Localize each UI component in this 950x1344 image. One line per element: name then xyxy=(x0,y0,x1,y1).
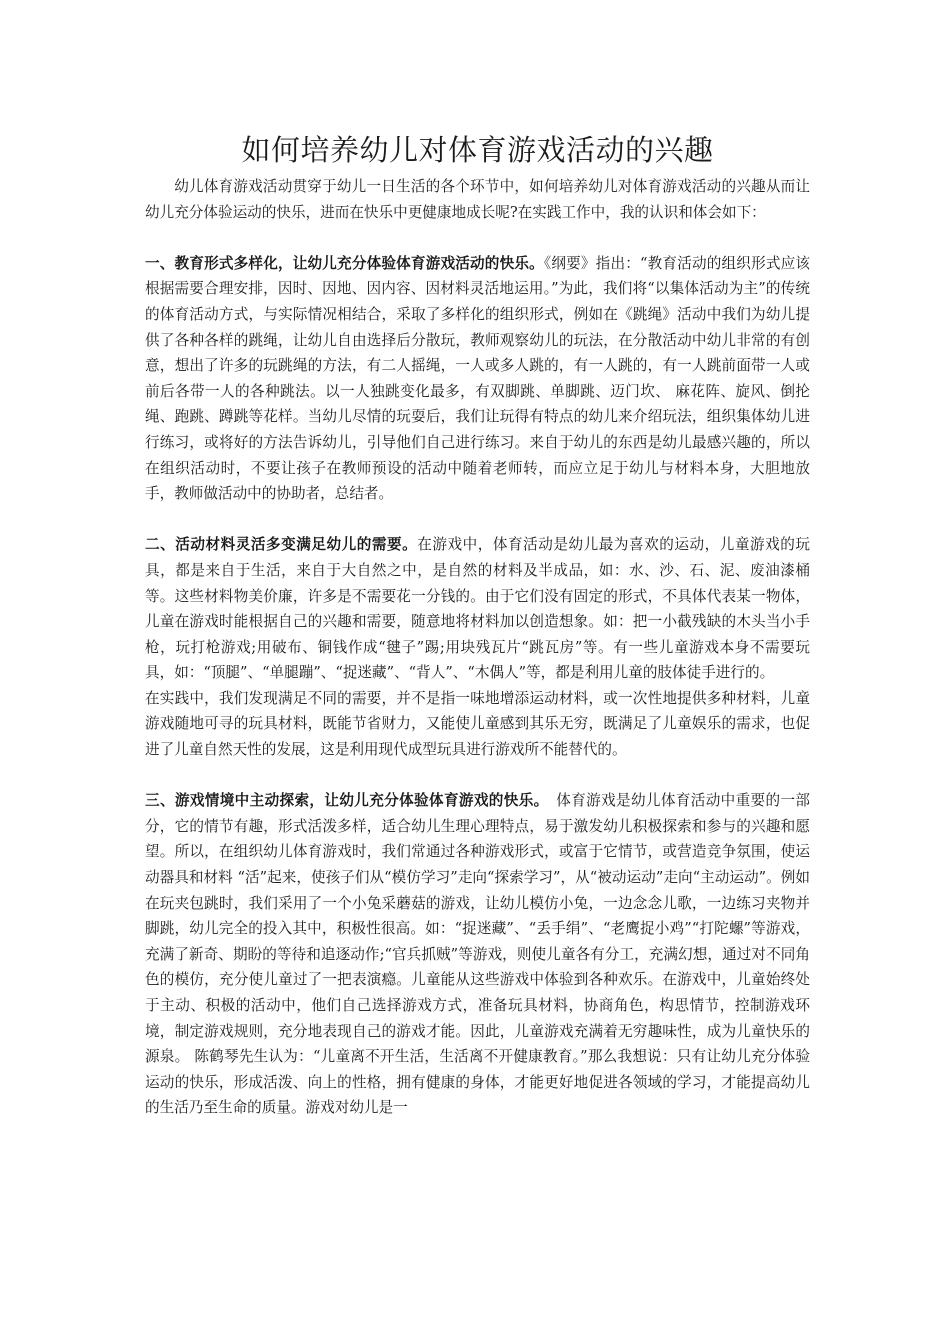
section-2-heading: 二、活动材料灵活多变满足幼儿的需要。 xyxy=(145,536,418,554)
document-page xyxy=(145,128,810,1121)
intro-paragraph: 幼儿体育游戏活动贯穿于幼儿一日生活的各个环节中，如何培养幼儿对体育游戏活动的兴趣从而让幼儿充分体验运动的快乐，进而在快乐中更健康地成长呢?在实践工作中，我的认识和体会如下： xyxy=(145,178,810,221)
section-2-paragraph xyxy=(145,532,810,686)
section-3-heading: 三、游戏情境中主动探索，让幼儿充分体验体育游戏的快乐。 xyxy=(145,792,542,810)
section-2-body: 在游戏中，体育活动是幼儿最为喜欢的运动，儿童游戏的玩具，都是来自于生活，来自于大自然之中，是自然的材料及半成品，如：水、沙、石、泥、废油漆桶等。这些材料物美价廉，许多是不需要花一分钱的。由于它们没有固定的形式，不具体代表某一物体，儿童在游戏时能根据自己的兴趣和需要，随意地将材料加以创造想象。如：把一小截残缺的木头当小手枪，玩打枪游戏;用破布、铜钱作成“毽子”踢;用块残瓦片“跳瓦房”等。有一些儿童游戏本身不需要玩具，如：“顶腿”、“单腿蹦”、“捉迷藏”、“背人”、“木偶人”等，都是利用儿童的肢体徒手进行的。 xyxy=(145,536,810,682)
section-1-heading: 一、教育形式多样化，让幼儿充分体验体育游戏活动的快乐。 xyxy=(145,254,544,272)
document-title: 如何培养幼儿对体育游戏活动的兴趣 xyxy=(241,133,714,167)
section-1-paragraph xyxy=(145,251,810,507)
paragraph-gap xyxy=(145,763,810,789)
section-2-paragraph-2: 在实践中，我们发现满足不同的需要，并不是指一味地增添运动材料，或一次性地提供多种材料，儿童游戏随地可寻的玩具材料，既能节省财力，又能使儿童感到其乐无穷，既满足了儿童娱乐的需求，也促进了儿童自然天性的发展，这是利用现代成型玩具进行游戏所不能替代的。 xyxy=(145,689,810,759)
paragraph-gap xyxy=(145,225,810,251)
paragraph-gap xyxy=(145,507,810,533)
section-3-paragraph xyxy=(145,788,810,1121)
section-1-body: 《纲要》指出：“教育活动的组织形式应该根据需要合理安排，因时、因地、因内容、因材料灵活地运用。”为此，我们将“以集体活动为主”的传统的体育活动方式，与实际情况相结合，采取了多样化的组织形式，例如在《跳绳》活动中我们为幼儿提供了各种各样的跳绳，让幼儿自由选择后分散玩，教师观察幼儿的玩法，在分散活动中幼儿非常的有创意，想出了许多的玩跳绳的方法，有二人摇绳，一人或多人跳的，有一人跳的，有一人跳前面带一人或前后各带一人的各种跳法。以一人独跳变化最多，有双脚跳、单脚跳、迈门坎、 麻花阵、旋风、倒抡绳、跑跳、蹲跳等花样。当幼儿尽情的玩耍后，我们让玩得有特点的幼儿来介绍玩法，组织集体幼儿进行练习，或将好的方法告诉幼儿，引导他们自己进行练习。来自于幼儿的东西是幼儿最感兴趣的，所以在组织活动时，不要让孩子在教师预设的活动中随着老师转，而应立足于幼儿与材料本身，大胆地放手，教师做活动中的协助者，总结者。 xyxy=(145,254,810,503)
section-3-body: 体育游戏是幼儿体育活动中重要的一部分，它的情节有趣，形式活泼多样，适合幼儿生理心理特点，易于激发幼儿积极探索和参与的兴趣和愿望。所以，在组织幼儿体育游戏时，我们常通过各种游戏形式，或富于它情节，或营造竞争氛围，使运动器具和材料 “活”起来，使孩子们从“模仿学习”走向“探索学习”，从“被动运动”走向“主动运动”。例如在玩夹包跳时，我们采用了一个小兔采蘑菇的游戏，让幼儿模仿小兔，一边念念儿歌，一边练习夹物并脚跳，幼儿完全的投入其中，积极性很高。如：“捉迷藏”、“丢手绢”、“老鹰捉小鸡”“打陀螺”等游戏，充满了新奇、期盼的等待和追逐动作;“官兵抓贼”等游戏，则使儿童各有分工，充满幻想，通过对不同角色的模仿，充分使儿童过了一把表演瘾。儿童能从这些游戏中体验到各种欢乐。在游戏中，儿童始终处于主动、积极的活动中，他们自己选择游戏方式，准备玩具材料，协商角色，构思情节，控制游戏环境，制定游戏规则，充分地表现自己的游戏才能。因此，儿童游戏充满着无穷趣味性，成为儿童快乐的源泉。 陈鹤琴先生认为：“儿童离不开生活，生活离不开健康教育。”那么我想说：只有让幼儿充分体验运动的快乐，形成活泼、向上的性格，拥有健康的身体，才能更好地促进各领域的学习，才能提高幼儿的生活乃至生命的质量。游戏对幼儿是一 xyxy=(145,792,810,1117)
